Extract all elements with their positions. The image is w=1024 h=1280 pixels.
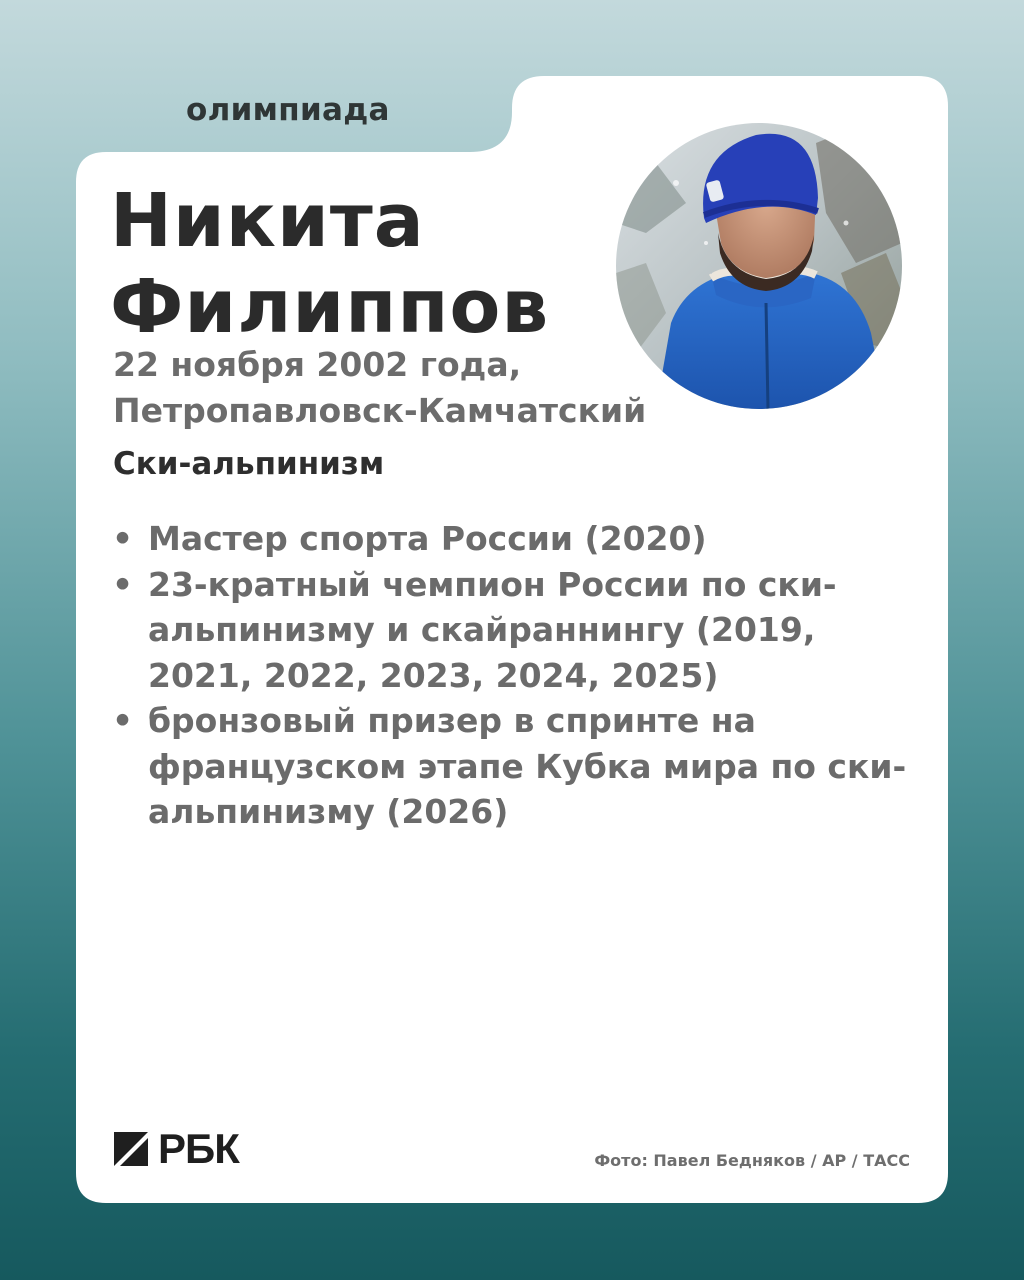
bullet-icon: • xyxy=(112,701,134,740)
birth-place: Петропавловск-Камчатский xyxy=(113,391,647,430)
achievement-text: бронзовый призер в спринте на французском этапе Кубка мира по ски-альпинизму (2026) xyxy=(148,701,907,831)
list-item xyxy=(112,562,912,699)
achievement-text: Мастер спорта России (2020) xyxy=(148,519,707,558)
sport-discipline: Ски-альпинизм xyxy=(113,446,385,482)
photo-credit: Фото: Павел Бедняков / АР / ТАСС xyxy=(594,1151,910,1170)
brand-logo xyxy=(114,1125,239,1172)
athlete-photo xyxy=(616,123,902,409)
birth-info xyxy=(113,342,646,434)
bullet-icon: • xyxy=(112,519,134,558)
achievements-list xyxy=(112,516,912,835)
birth-date: 22 ноября 2002 года, xyxy=(113,345,522,384)
athlete-last-name: Филиппов xyxy=(110,264,550,350)
achievement-text: 23-кратный чемпион России по ски-альпинизму и скайраннингу (2019, 2021, 2022, 2023, 2024, 2025) xyxy=(148,564,837,695)
bullet-icon: • xyxy=(112,564,134,604)
list-item xyxy=(112,698,912,835)
list-item xyxy=(112,516,912,562)
athlete-first-name: Никита xyxy=(110,178,425,264)
brand-name: РБК xyxy=(158,1125,239,1172)
category-tab-label: олимпиада xyxy=(186,92,390,128)
rbc-logo-icon xyxy=(114,1132,148,1166)
athlete-name xyxy=(110,178,549,350)
